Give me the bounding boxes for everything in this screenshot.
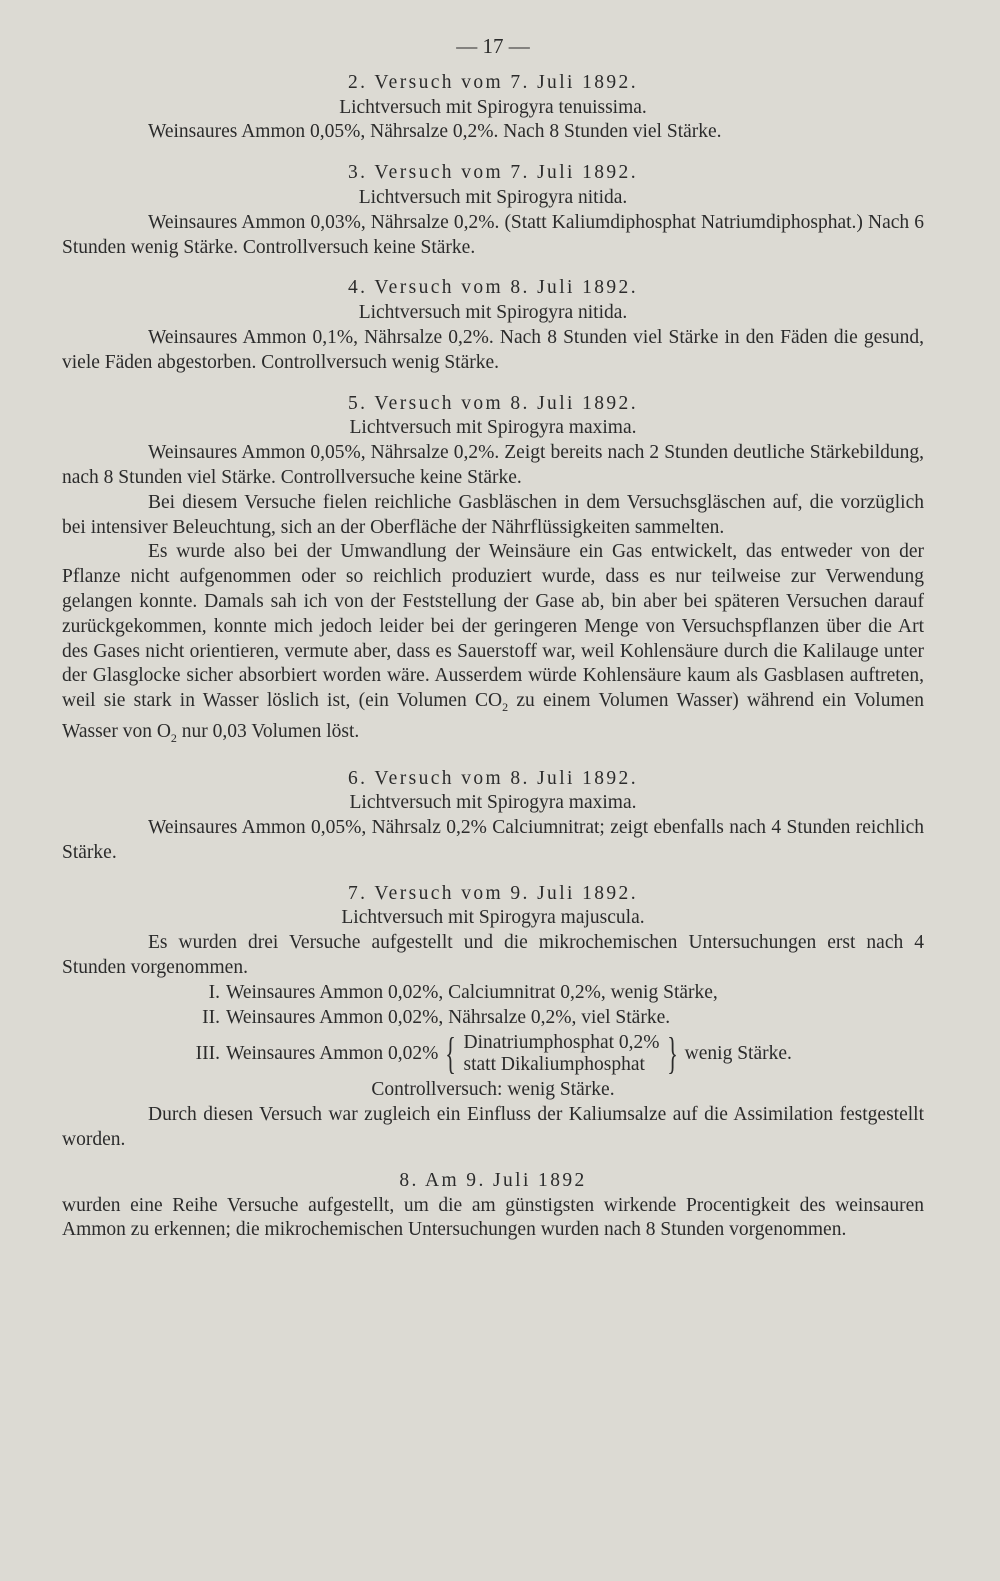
trial-list bbox=[190, 981, 924, 1077]
subscript: 2 bbox=[502, 700, 509, 715]
experiment-7 bbox=[62, 882, 924, 1153]
left-brace: { bbox=[445, 1029, 457, 1079]
text-segment: nur 0,03 Volumen löst. bbox=[176, 720, 360, 742]
item-text: Weinsaures Ammon 0,02%, Calciumnitrat 0,2%, wenig Stärke, bbox=[226, 981, 718, 1003]
substitution-stack bbox=[463, 1032, 659, 1076]
gas-discussion-paragraph bbox=[62, 540, 924, 750]
experiment-subtitle: Lichtversuch mit Spirogyra maxima. bbox=[349, 417, 637, 439]
text-segment: Es wurde also bei der Umwandlung der Weinsäure ein Gas entwickelt, das entweder von der Pflanze nicht aufgenommen oder so reichlich produziert wurde, dass es nur teilweise zur Verwendung gelangen konnte. Damals sah ich von der Feststellung der Gase ab, bin aber bei späteren Versuchen darauf zurückgekommen, konnte mich jedoch leider bei der geringeren Menge von Versuchspflanzen über die Art des Gases nicht orientieren, vermute aber, dass es Sauerstoff war, weil Kohlensäure durch die Kalilauge unter der Glasglocke sicher absorbiert worden wäre. Ausserdem würde Kohlensäure kaum als Gasblasen auftreten, weil sie stark in Wasser löslich ist, (ein Volumen CO bbox=[62, 541, 924, 712]
right-brace: } bbox=[666, 1029, 678, 1079]
experiment-subtitle: Lichtversuch mit Spirogyra tenuissima. bbox=[339, 96, 647, 118]
page-content bbox=[62, 34, 924, 1259]
experiment-text: Weinsaures Ammon 0,03%, Nährsalze 0,2%. (Statt Kaliumdiphosphat Natriumdiphosphat.) Nach 6 Stunden wenig Stärke. Controllversuch keine Stärke. bbox=[62, 211, 924, 258]
experiment-subtitle: Lichtversuch mit Spirogyra majuscula. bbox=[341, 907, 645, 929]
experiment-heading: 3. Versuch vom 7. Juli 1892. bbox=[347, 162, 638, 184]
experiment-subtitle: Lichtversuch mit Spirogyra nitida. bbox=[358, 186, 628, 208]
experiment-8 bbox=[62, 1169, 924, 1243]
stack-line: statt Dikaliumphosphat bbox=[463, 1054, 645, 1076]
experiment-3 bbox=[62, 161, 924, 260]
experiment-heading: 7. Versuch vom 9. Juli 1892. bbox=[347, 882, 638, 904]
experiment-5 bbox=[62, 392, 924, 751]
item-number: II. bbox=[202, 1006, 220, 1028]
experiment-text: Weinsaures Ammon 0,1%, Nährsalze 0,2%. Nach 8 Stunden viel Stärke in den Fäden die gesund, viele Fäden abgestorben. Controllversuch wenig Stärke. bbox=[62, 326, 924, 373]
item-text: Weinsaures Ammon 0,02%, Nährsalze 0,2%, viel Stärke. bbox=[226, 1006, 671, 1028]
item-result: wenig Stärke. bbox=[684, 1043, 792, 1065]
page-number: — 17 — bbox=[456, 34, 530, 58]
experiment-2 bbox=[62, 71, 924, 145]
item-number: III. bbox=[195, 1043, 220, 1065]
experiment-heading: 4. Versuch vom 8. Juli 1892. bbox=[347, 277, 638, 299]
item-text: Weinsaures Ammon 0,02% bbox=[226, 1043, 439, 1065]
experiment-heading: 5. Versuch vom 8. Juli 1892. bbox=[347, 392, 638, 414]
list-item bbox=[190, 1006, 924, 1031]
experiment-heading: 2. Versuch vom 7. Juli 1892. bbox=[347, 71, 638, 93]
list-item bbox=[190, 981, 924, 1006]
subscript: 2 bbox=[170, 730, 177, 745]
experiment-text: Weinsaures Ammon 0,05%, Nährsalze 0,2%. Nach 8 Stunden viel Stärke. bbox=[148, 121, 722, 143]
text-segment: zu einem Volumen Wasser) während ein Volumen Wasser von O bbox=[62, 690, 925, 742]
experiment-subtitle: Lichtversuch mit Spirogyra nitida. bbox=[358, 302, 628, 324]
experiment-heading: 8. Am 9. Juli 1892 bbox=[399, 1169, 587, 1191]
item-number: I. bbox=[208, 981, 220, 1003]
list-item bbox=[190, 1029, 924, 1079]
experiment-heading: 6. Versuch vom 8. Juli 1892. bbox=[347, 767, 638, 789]
experiment-6 bbox=[62, 767, 924, 866]
experiment-text: Weinsaures Ammon 0,05%, Nährsalz 0,2% Calciumnitrat; zeigt ebenfalls nach 4 Stunden reichlich Stärke. bbox=[62, 817, 924, 863]
stack-line: Dinatriumphosphat 0,2% bbox=[463, 1032, 660, 1054]
experiment-text: wurden eine Reihe Versuche aufgestellt, um die am günstigsten wirkende Procentigkeit des weinsauren Ammon zu erkennen; die mikrochemischen Untersuchungen wurden nach 8 Stunden vorgenommen. bbox=[62, 1194, 924, 1241]
experiment-text: Es wurden drei Versuche aufgestellt und die mikrochemischen Untersuchungen erst nach 4 Stunden vorgenommen. bbox=[62, 932, 924, 979]
gas-observation-paragraph: Bei diesem Versuche fielen reichliche Gasbläschen in dem Versuchsgläschen auf, die vorzüglich bei intensiver Beleuchtung, sich an der Oberfläche der Nährflüssigkeiten sammelten. bbox=[62, 491, 924, 538]
control-line: Controllversuch: wenig Stärke. bbox=[371, 1079, 615, 1101]
experiment-subtitle: Lichtversuch mit Spirogyra maxima. bbox=[349, 792, 637, 814]
experiment-text: Weinsaures Ammon 0,05%, Nährsalze 0,2%. Zeigt bereits nach 2 Stunden deutliche Stärkebildung, nach 8 Stunden viel Stärke. Controllversuche keine Stärke. bbox=[62, 442, 924, 488]
conclusion-paragraph: Durch diesen Versuch war zugleich ein Einfluss der Kaliumsalze auf die Assimilation festgestellt worden. bbox=[62, 1104, 924, 1151]
experiment-4 bbox=[62, 276, 924, 375]
